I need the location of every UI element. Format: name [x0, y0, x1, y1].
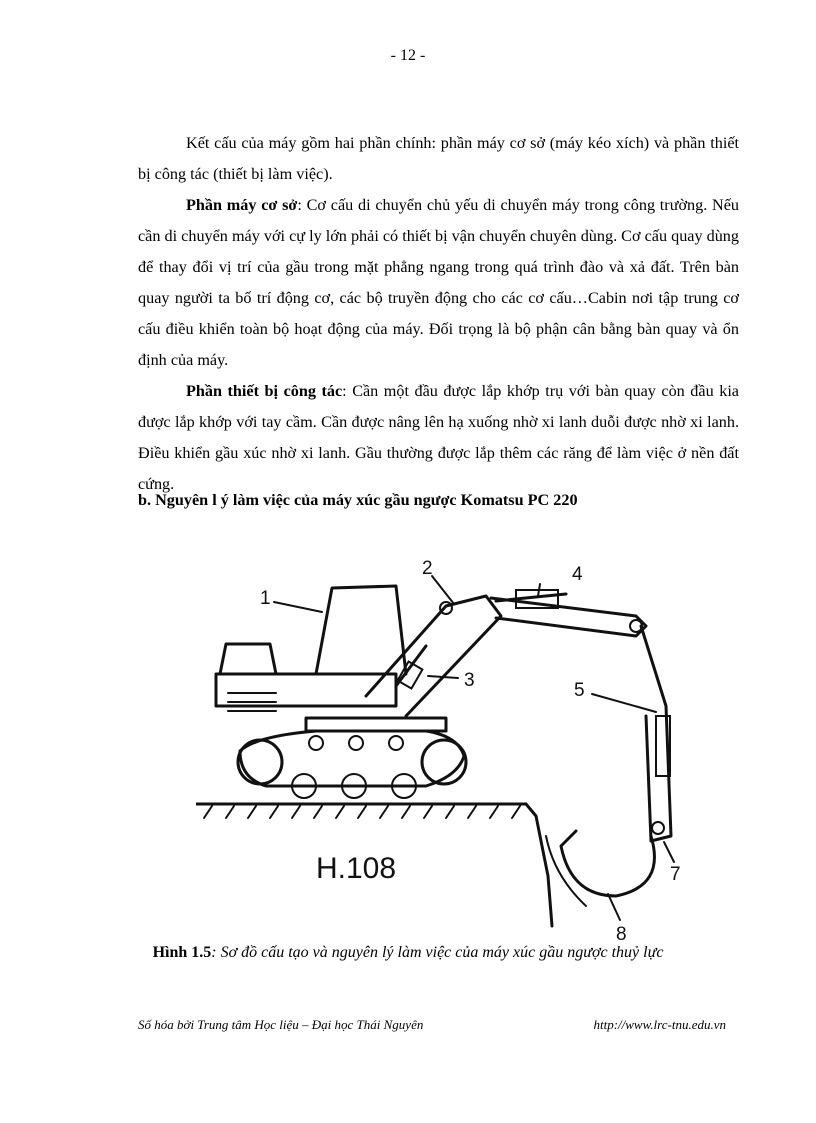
- paragraph-base-machine-lead: Phần máy cơ sở: [186, 196, 298, 214]
- paragraph-base-machine: [138, 190, 739, 376]
- body-text: [138, 128, 739, 500]
- paragraph-work-equipment-lead: Phần thiết bị công tác: [186, 382, 343, 400]
- caption-text: : Sơ đồ cấu tạo và nguyên lý làm việc của máy xúc gầu ngược thuỷ lực: [211, 944, 664, 961]
- track-wheel-front: [238, 740, 282, 784]
- part-label-2: 2: [422, 558, 433, 579]
- engine-hood: [220, 644, 276, 674]
- trench-wall: [526, 804, 552, 926]
- upper-roller-1: [309, 736, 323, 750]
- figure-caption: [0, 944, 816, 962]
- part-label-5: 5: [574, 680, 585, 701]
- paragraph-intro: [138, 128, 739, 190]
- bucket-swing-arc: [546, 836, 586, 906]
- arm-top: [491, 598, 646, 636]
- upper-roller-2: [349, 736, 363, 750]
- paragraph-work-equipment-text: : Cần một đầu được lắp khớp trụ với bàn quay còn đầu kia được lắp khớp với tay cầm. Cần được nâng lên hạ xuống nhờ xi lanh duỗi được nhờ xi lanh. Điều khiển gầu xúc nhờ xi lanh. Gầu thường được lắp thêm các răng để làm việc ở nền đất cứng.: [138, 382, 739, 493]
- cab: [316, 586, 406, 674]
- sketch-label: H.108: [316, 852, 397, 885]
- paragraph-work-equipment: [138, 376, 739, 500]
- section-heading: b. Nguyên l ý làm việc của máy xúc gầu ngược Komatsu PC 220: [138, 491, 578, 509]
- paragraph-base-machine-text: : Cơ cấu di chuyển chủ yếu di chuyển máy trong công trường. Nếu cần di chuyển máy với cự ly lớn phải có thiết bị vận chuyển chuyên dùng. Cơ cấu quay dùng để thay đổi vị trí của gầu trong mặt phẳng ngang trong quá trình đào và xả đất. Trên bàn quay người ta bố trí động cơ, các bộ truyền động cho các cơ cấu…Cabin nơi tập trung cơ cấu điều khiển toàn bộ hoạt động của máy. Đối trọng là bộ phận cân bằng bàn quay và ổn định của máy.: [138, 196, 739, 369]
- swing-platform: [306, 718, 446, 731]
- caption-label: Hình 1.5: [152, 944, 212, 961]
- part-label-8: 8: [616, 924, 627, 945]
- part-label-4: 4: [572, 564, 583, 585]
- bucket: [561, 831, 654, 896]
- part-label-1: 1: [260, 588, 271, 609]
- boom-cylinder: [396, 646, 426, 686]
- boom: [366, 596, 501, 716]
- part-label-3: 3: [464, 670, 475, 691]
- page-number: - 12 -: [390, 47, 426, 64]
- footer-url: http://www.lrc-tnu.edu.vn: [593, 1017, 726, 1032]
- ground-hatching: [204, 806, 520, 818]
- excavator-diagram: [196, 546, 696, 946]
- paragraph-intro-text: Kết cấu của máy gồm hai phần chính: phần máy cơ sở (máy kéo xích) và phần thiết bị công tác (thiết bị làm việc).: [138, 134, 739, 183]
- counterweight-stripes: [228, 693, 276, 711]
- footer-source: Số hóa bởi Trung tâm Học liệu – Đại học Thái Nguyên: [138, 1017, 424, 1032]
- upper-roller-3: [389, 736, 403, 750]
- part-label-7: 7: [670, 864, 681, 885]
- bucket-pin: [652, 822, 664, 834]
- excavator-figure: [196, 546, 696, 946]
